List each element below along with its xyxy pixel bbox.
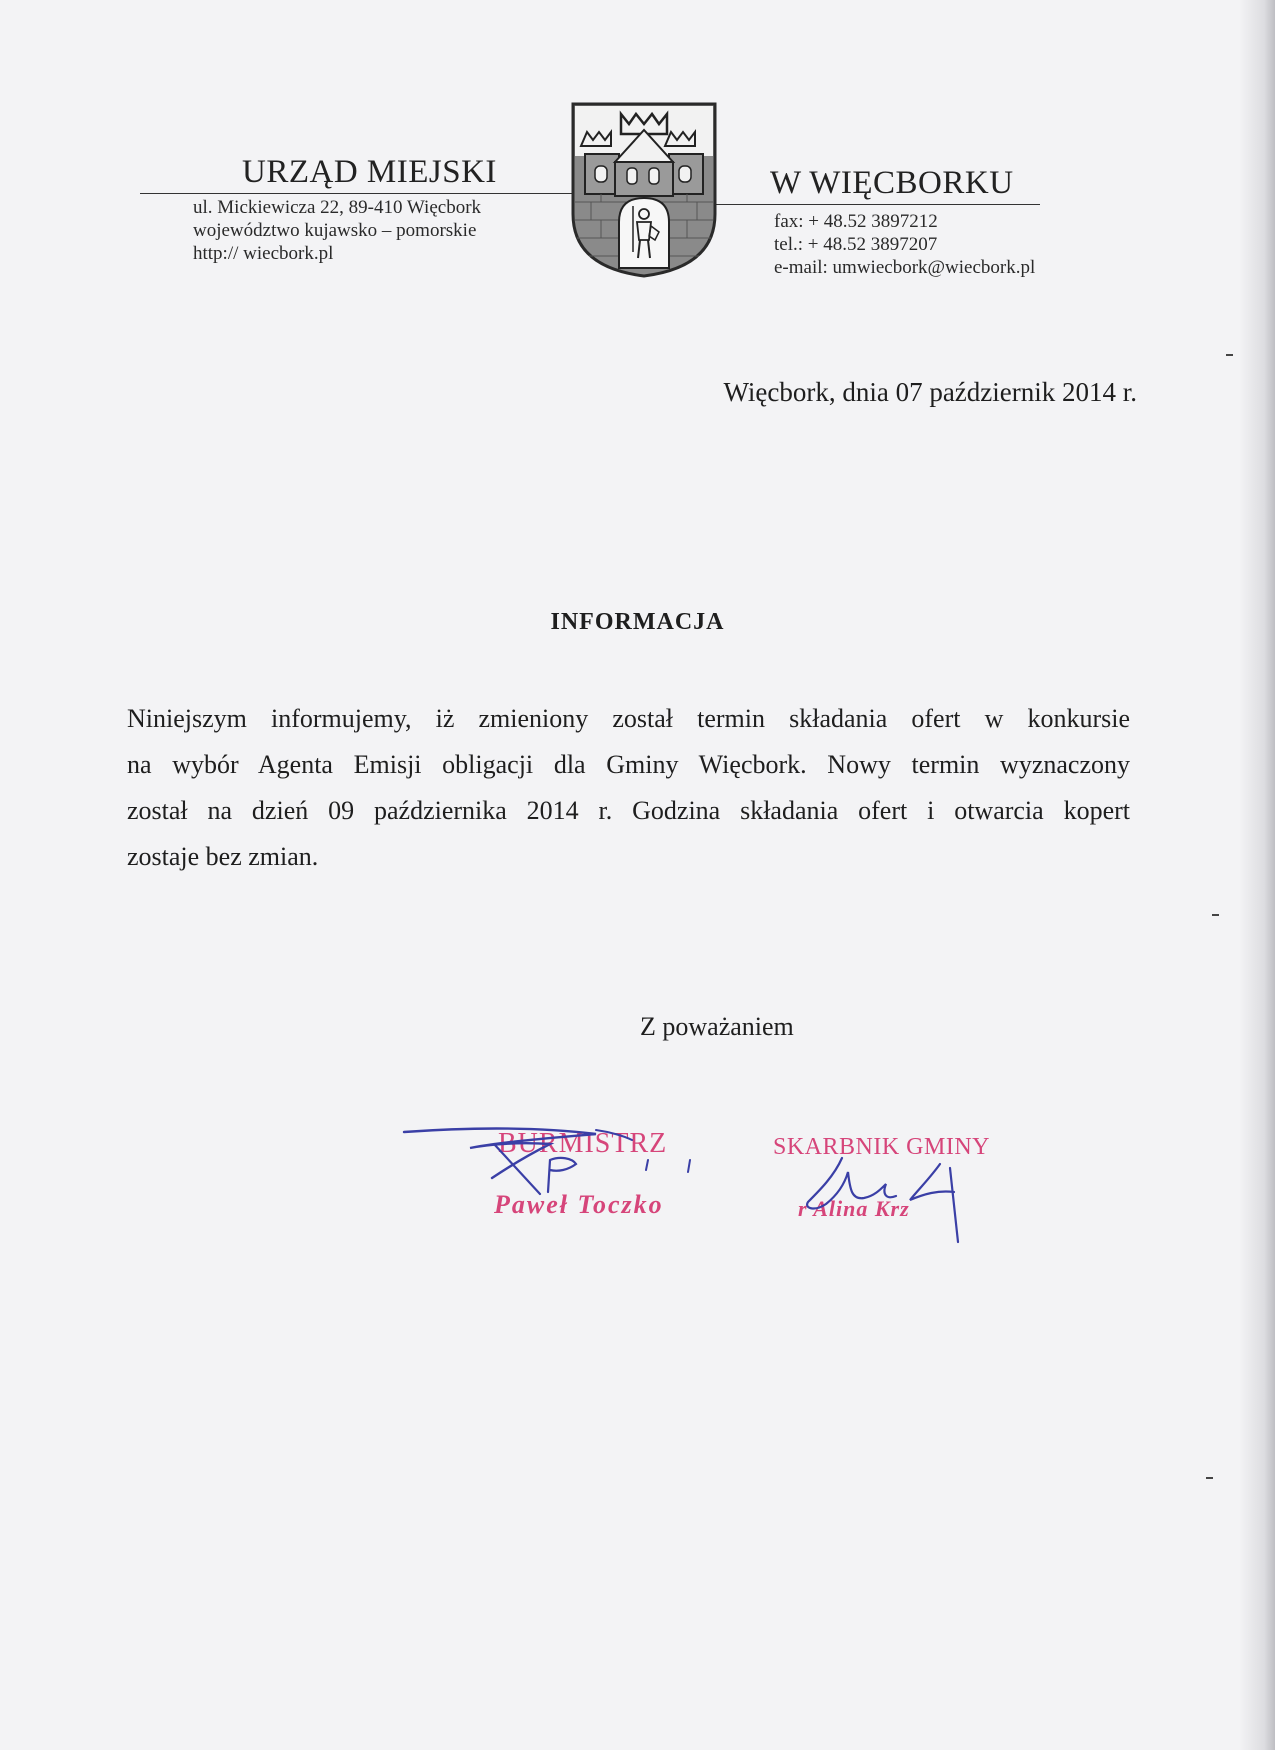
- body-line: na wybór Agenta Emisji obligacji dla Gminy Więcbork. Nowy termin wyznaczony: [127, 750, 1130, 779]
- office-name-right: W WIĘCBORKU: [770, 165, 1014, 201]
- closing-salutation: Z poważaniem: [640, 1012, 794, 1041]
- body-line: został na dzień 09 października 2014 r. Godzina składania ofert i otwarcia kopert: [127, 796, 1130, 825]
- stamp-mayor-title: BURMISTRZ: [498, 1128, 668, 1159]
- stamp-treasurer-name: r Alina Krz: [798, 1196, 910, 1221]
- address-website: http:// wiecbork.pl: [193, 243, 334, 264]
- body-line: zostaje bez zmian.: [127, 842, 319, 871]
- document-body: [127, 696, 1130, 880]
- treasurer-signature-icon: [790, 1150, 980, 1245]
- contact-block: [774, 210, 1035, 279]
- scan-mark: [1212, 914, 1219, 916]
- scan-mark: [1226, 354, 1233, 356]
- mayor-signature-icon: [400, 1120, 720, 1210]
- body-line: Niniejszym informujemy, iż zmieniony został termin składania ofert w konkursie: [127, 704, 1130, 733]
- letterhead-rule-left: [140, 193, 572, 194]
- document-title: INFORMACJA: [550, 609, 725, 635]
- contact-email: e-mail: umwiecbork@wiecbork.pl: [774, 257, 1036, 278]
- office-name-left: URZĄD MIEJSKI: [242, 154, 497, 190]
- scan-edge-shadow: [1239, 0, 1275, 1750]
- contact-phone: tel.: + 48.52 3897207: [774, 234, 938, 255]
- stamp-mayor-name: Paweł Toczko: [494, 1190, 664, 1219]
- city-coat-of-arms-icon: [571, 102, 717, 278]
- address-region: województwo kujawsko – pomorskie: [193, 220, 477, 241]
- document-date: Więcbork, dnia 07 październik 2014 r.: [723, 377, 1137, 407]
- scan-mark: [1206, 1477, 1213, 1479]
- address-block: [193, 196, 481, 265]
- letterhead-rule-right: [716, 204, 1040, 205]
- stamp-treasurer-title: SKARBNIK GMINY: [773, 1134, 991, 1160]
- address-street: ul. Mickiewicza 22, 89-410 Więcbork: [193, 197, 482, 218]
- contact-fax: fax: + 48.52 3897212: [774, 211, 938, 232]
